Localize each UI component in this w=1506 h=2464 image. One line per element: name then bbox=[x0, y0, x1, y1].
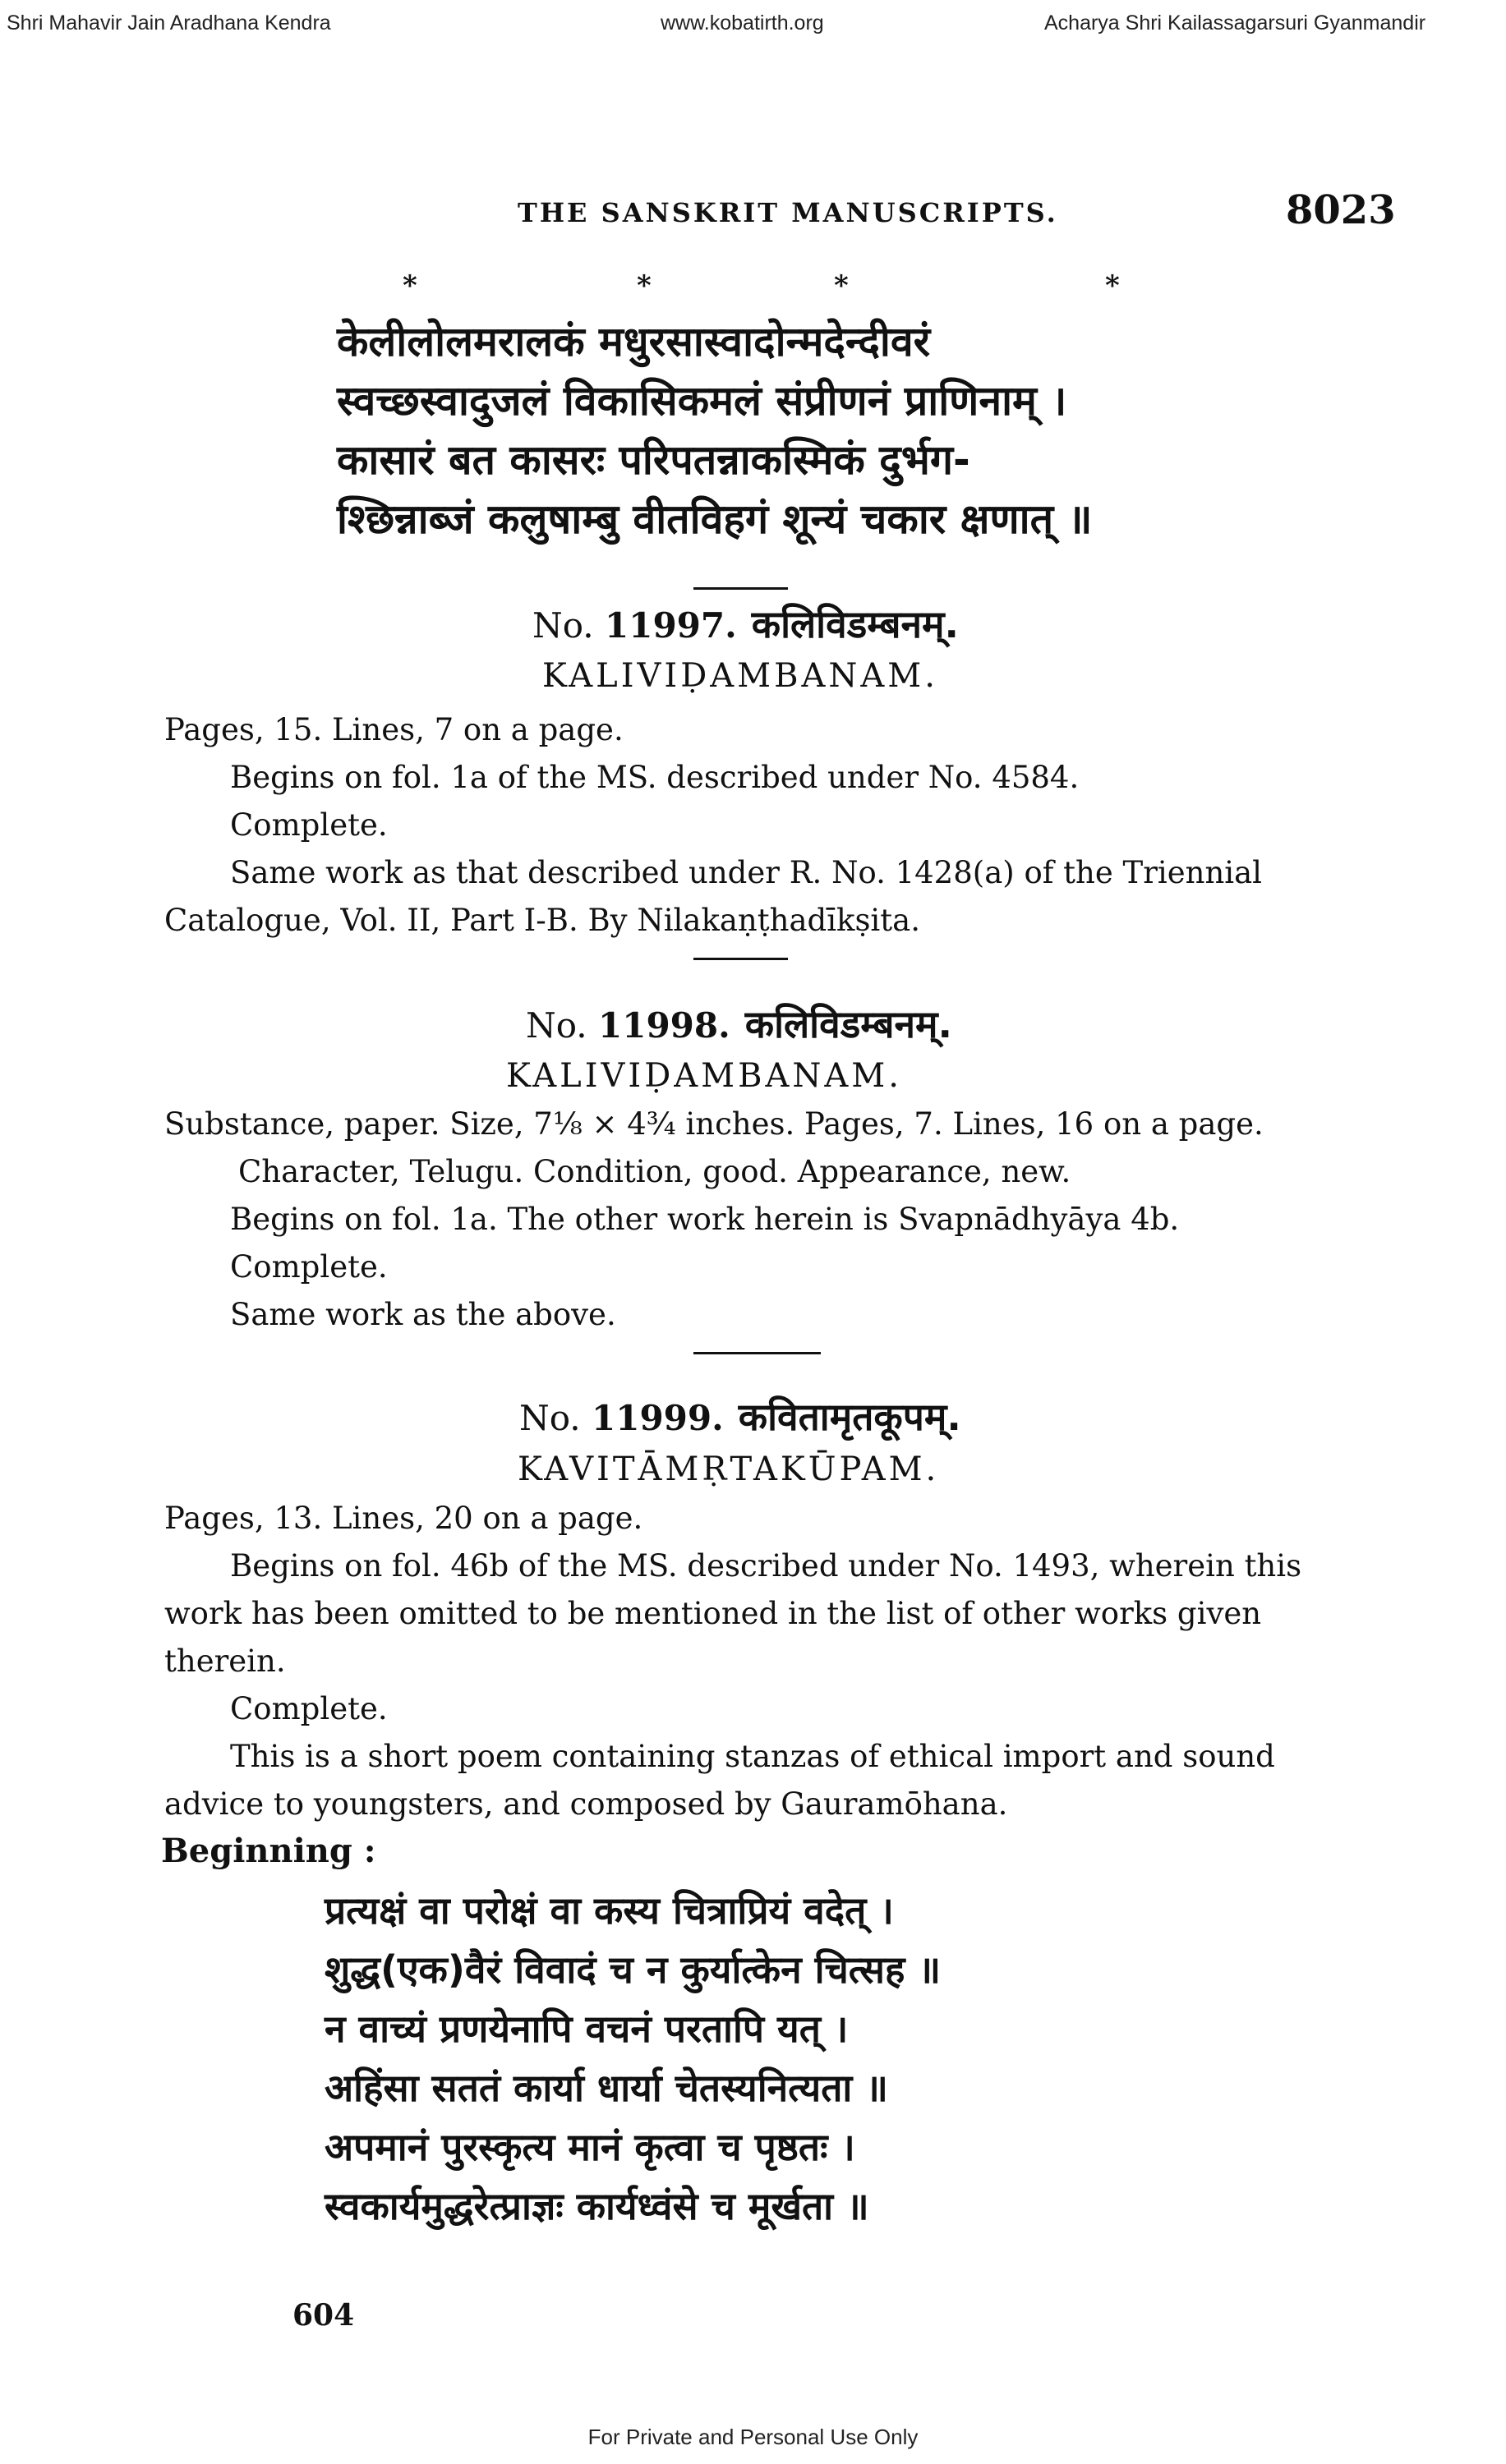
entry-devanagari-title: कवितामृतकूपम्. bbox=[738, 1395, 961, 1439]
separator-rule bbox=[693, 958, 788, 960]
star-1: * bbox=[403, 269, 417, 302]
verse-line: प्रत्यक्षं वा परोक्षं वा कस्य चित्राप्रियं वदेत् । bbox=[325, 1888, 894, 1933]
entry-no: 11999. bbox=[592, 1398, 724, 1438]
entry-number-heading bbox=[532, 598, 959, 649]
verse-line: स्वच्छस्वादुजलं विकासिकमलं संप्रीणनं प्राणिनाम् । bbox=[337, 377, 1067, 425]
entry-no-prefix: No. bbox=[526, 1005, 598, 1046]
entry-line: Begins on fol. 1a. The other work herein is Svapnādhyāya 4b. bbox=[230, 1202, 1180, 1237]
verse-line: अहिंसा सततं कार्या धार्या चेतस्यनित्यता ॥ bbox=[325, 2066, 888, 2110]
verse-line: कासारं बत कासरः परिपतन्नाकस्मिकं दुर्भग- bbox=[337, 436, 970, 484]
entry-description bbox=[164, 1101, 1347, 1339]
beginning-verse bbox=[325, 1881, 1368, 2236]
entry-no-prefix: No. bbox=[519, 1398, 592, 1438]
section-stars bbox=[0, 269, 1506, 302]
entry-line: Pages, 15. Lines, 7 on a page. bbox=[164, 712, 624, 747]
entry-title: KALIVIḌAMBANAM. bbox=[506, 1057, 902, 1095]
entry-title: KALIVIḌAMBANAM. bbox=[542, 657, 938, 695]
page-number: 8023 bbox=[1286, 187, 1396, 233]
entry-line: Pages, 13. Lines, 20 on a page. bbox=[164, 1501, 643, 1536]
entry-no-prefix: No. bbox=[532, 605, 605, 646]
star-3: * bbox=[834, 269, 849, 302]
verse-line: न वाच्यं प्रणयेनापि वचनं परतापि यत् । bbox=[325, 2007, 849, 2051]
entry-no: 11997. bbox=[605, 605, 737, 646]
header-left: Shri Mahavir Jain Aradhana Kendra bbox=[7, 11, 331, 34]
entry-description bbox=[164, 1495, 1347, 1828]
verse-line: अपमानं पुरस्कृत्य मानं कृत्वा च पृष्ठतः । bbox=[325, 2125, 855, 2169]
entry-number-heading bbox=[519, 1391, 961, 1441]
entry-line: Substance, paper. Size, 7⅛ × 4¾ inches. Pages, 7. Lines, 16 on a page. Character, Telugu. Condition, good. Appearance, new. bbox=[164, 1106, 1264, 1189]
entry-line: Begins on fol. 1a of the MS. described under No. 4584. bbox=[230, 760, 1080, 795]
entry-line: Begins on fol. 46b of the MS. described under No. 1493, wherein this work has been omitted to be mentioned in the list of other works given therein. bbox=[164, 1548, 1302, 1679]
star-4: * bbox=[1105, 269, 1120, 302]
header-right: Acharya Shri Kailassagarsuri Gyanmandir bbox=[1044, 11, 1426, 34]
verse-line: शुद्ध(एक)वैरं विवादं च न कुर्यात्केन चित्सह ॥ bbox=[325, 1947, 942, 1992]
verse-line: श्छिन्नाब्जं कलुषाम्बु वीतविहगं शून्यं चकार क्षणात् ॥ bbox=[337, 495, 1093, 543]
folio-number: 604 bbox=[292, 2298, 355, 2333]
entry-line: This is a short poem containing stanzas of ethical import and sound advice to youngsters, and composed by Gauramōhana. bbox=[164, 1739, 1275, 1822]
entry-no: 11998. bbox=[598, 1005, 730, 1046]
entry-number-heading bbox=[526, 998, 952, 1049]
entry-devanagari-title: कलिविडम्बनम्. bbox=[744, 1002, 953, 1046]
entry-line: Complete. bbox=[230, 807, 388, 843]
verse-line: स्वकार्यमुद्धरेत्प्राज्ञः कार्यध्वंसे च मूर्खता ॥ bbox=[325, 2184, 869, 2228]
entry-line: Complete. bbox=[230, 1249, 388, 1285]
entry-line: Same work as the above. bbox=[230, 1297, 616, 1332]
separator-rule bbox=[693, 587, 788, 590]
footer-notice: For Private and Personal Use Only bbox=[587, 2425, 919, 2449]
beginning-label: Beginning : bbox=[161, 1832, 376, 1870]
header-center-url[interactable]: www.kobatirth.org bbox=[661, 11, 824, 34]
separator-rule bbox=[693, 1352, 821, 1354]
verse-line: केलीलोलमरालकं मधुरसास्वादोन्मदेन्दीवरं bbox=[337, 318, 931, 365]
entry-line: Same work as that described under R. No. 1428(a) of the Triennial Catalogue, Vol. II, Part I-B. By Nilakaṇṭhadīkṣita. bbox=[164, 855, 1263, 938]
entry-line: Complete. bbox=[230, 1691, 388, 1726]
entry-title: KAVITĀMṚTAKŪPAM. bbox=[518, 1450, 940, 1488]
star-2: * bbox=[637, 269, 652, 302]
entry-devanagari-title: कलिविडम्बनम्. bbox=[751, 602, 960, 646]
running-head: THE SANSKRIT MANUSCRIPTS. bbox=[518, 197, 1058, 228]
opening-verse bbox=[337, 312, 1380, 549]
entry-description bbox=[164, 706, 1347, 945]
